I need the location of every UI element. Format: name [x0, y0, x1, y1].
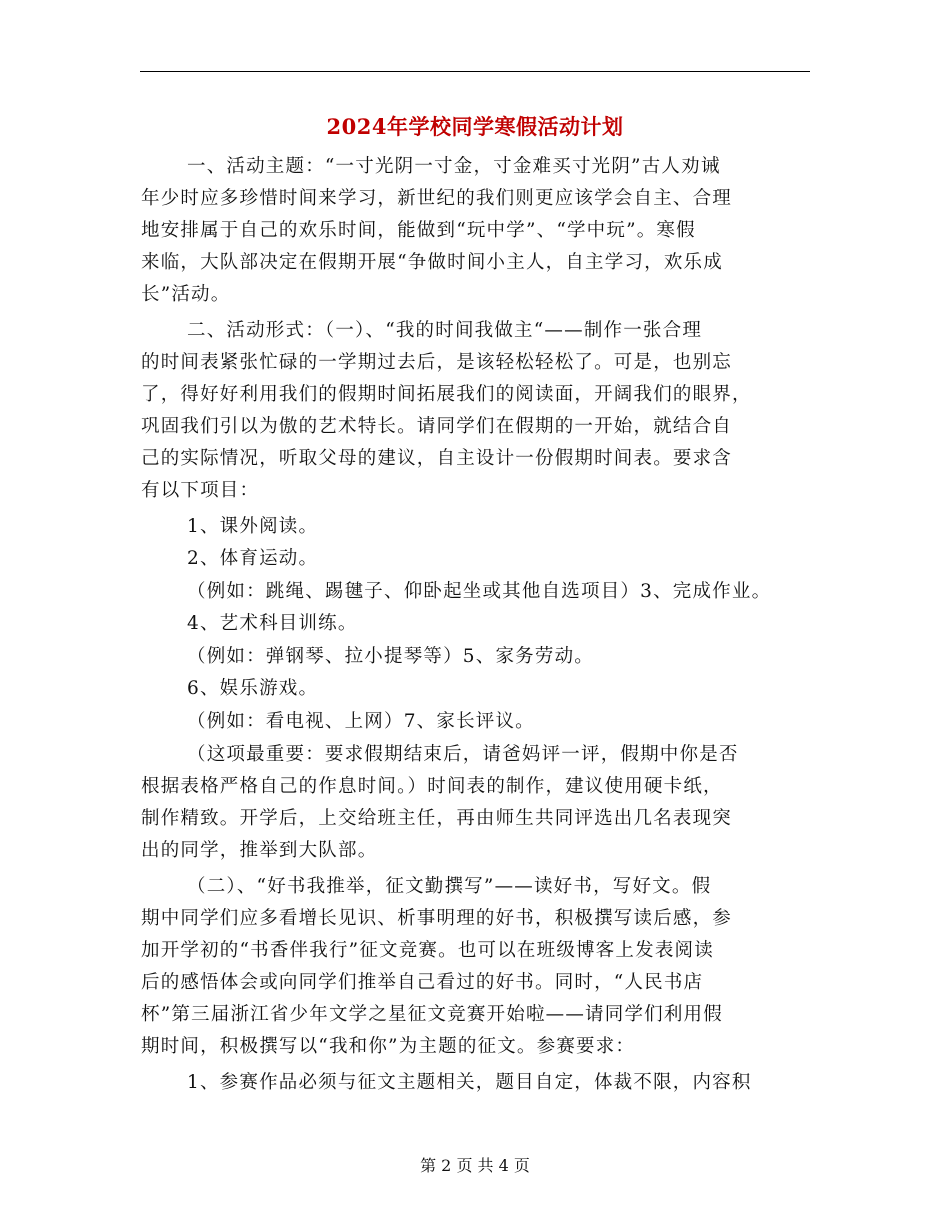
- body-line: 了，得好好利用我们的假期时间拓展我们的阅读面，开阔我们的眼界，: [141, 384, 752, 405]
- list-item: （例如：跳绳、踢毽子、仰卧起坐或其他自选项目）3、完成作业。: [187, 581, 772, 602]
- list-item: 1、参赛作品必须与征文主题相关，题目自定，体裁不限，内容积: [187, 1072, 752, 1093]
- document-title: 2024年学校同学寒假活动计划: [326, 114, 624, 139]
- body-line: 有以下项目：: [141, 480, 260, 501]
- body-line: 期中同学们应多看增长见识、析事明理的好书，积极撰写读后感，参: [141, 908, 733, 929]
- body-line: 来临，大队部决定在假期开展“争做时间小主人，自主学习，欢乐成: [141, 252, 723, 273]
- body-line: （二）、“好书我推举，征文勤撰写”——读好书，写好文。假: [187, 876, 712, 897]
- body-line: 己的实际情况，听取父母的建议，自主设计一份假期时间表。要求含: [141, 448, 733, 469]
- body-line: 制作精致。开学后，上交给班主任，再由师生共同评选出几名表现突: [141, 808, 733, 829]
- list-item: 4、艺术科目训练。: [187, 613, 358, 634]
- body-line: （这项最重要：要求假期结束后，请爸妈评一评，假期中你是否: [187, 744, 739, 765]
- body-line: 出的同学，推举到大队部。: [141, 840, 378, 861]
- body-line: 地安排属于自己的欢乐时间，能做到“玩中学”、“学中玩”。寒假: [141, 220, 696, 241]
- body-line: 一、活动主题：“一寸光阴一寸金，寸金难买寸光阴”古人劝诫: [187, 156, 721, 177]
- list-item: 6、娱乐游戏。: [187, 678, 319, 699]
- body-line: 后的感悟体会或向同学们推举自己看过的好书。同时，“人民书店: [141, 972, 704, 993]
- list-item: （例如：看电视、上网）7、家长评议。: [187, 711, 535, 732]
- body-line: 杯”第三届浙江省少年文学之星征文竞赛开始啦——请同学们利用假: [141, 1004, 723, 1025]
- body-line: 二、活动形式：（一）、“我的时间我做主“——制作一张合理: [187, 320, 703, 341]
- body-line: 加开学初的“书香伴我行”征文竞赛。也可以在班级博客上发表阅读: [141, 940, 714, 961]
- list-item: （例如：弹钢琴、拉小提琴等）5、家务劳动。: [187, 646, 594, 667]
- body-line: 年少时应多珍惜时间来学习，新世纪的我们则更应该学会自主、合理: [141, 188, 733, 209]
- page-footer: 第 2 页 共 4 页: [420, 1156, 530, 1175]
- list-item: 1、课外阅读。: [187, 516, 319, 537]
- body-line: 期时间，积极撰写以“我和你”为主题的征文。参赛要求：: [141, 1036, 636, 1057]
- header-rule: [140, 71, 810, 72]
- body-line: 长”活动。: [141, 284, 231, 305]
- body-line: 根据表格严格自己的作息时间。）时间表的制作，建议使用硬卡纸，: [141, 776, 723, 797]
- list-item: 2、体育运动。: [187, 548, 319, 569]
- body-line: 巩固我们引以为傲的艺术特长。请同学们在假期的一开始，就结合自: [141, 416, 733, 437]
- body-line: 的时间表紧张忙碌的一学期过去后，是该轻松轻松了。可是，也别忘: [141, 352, 733, 373]
